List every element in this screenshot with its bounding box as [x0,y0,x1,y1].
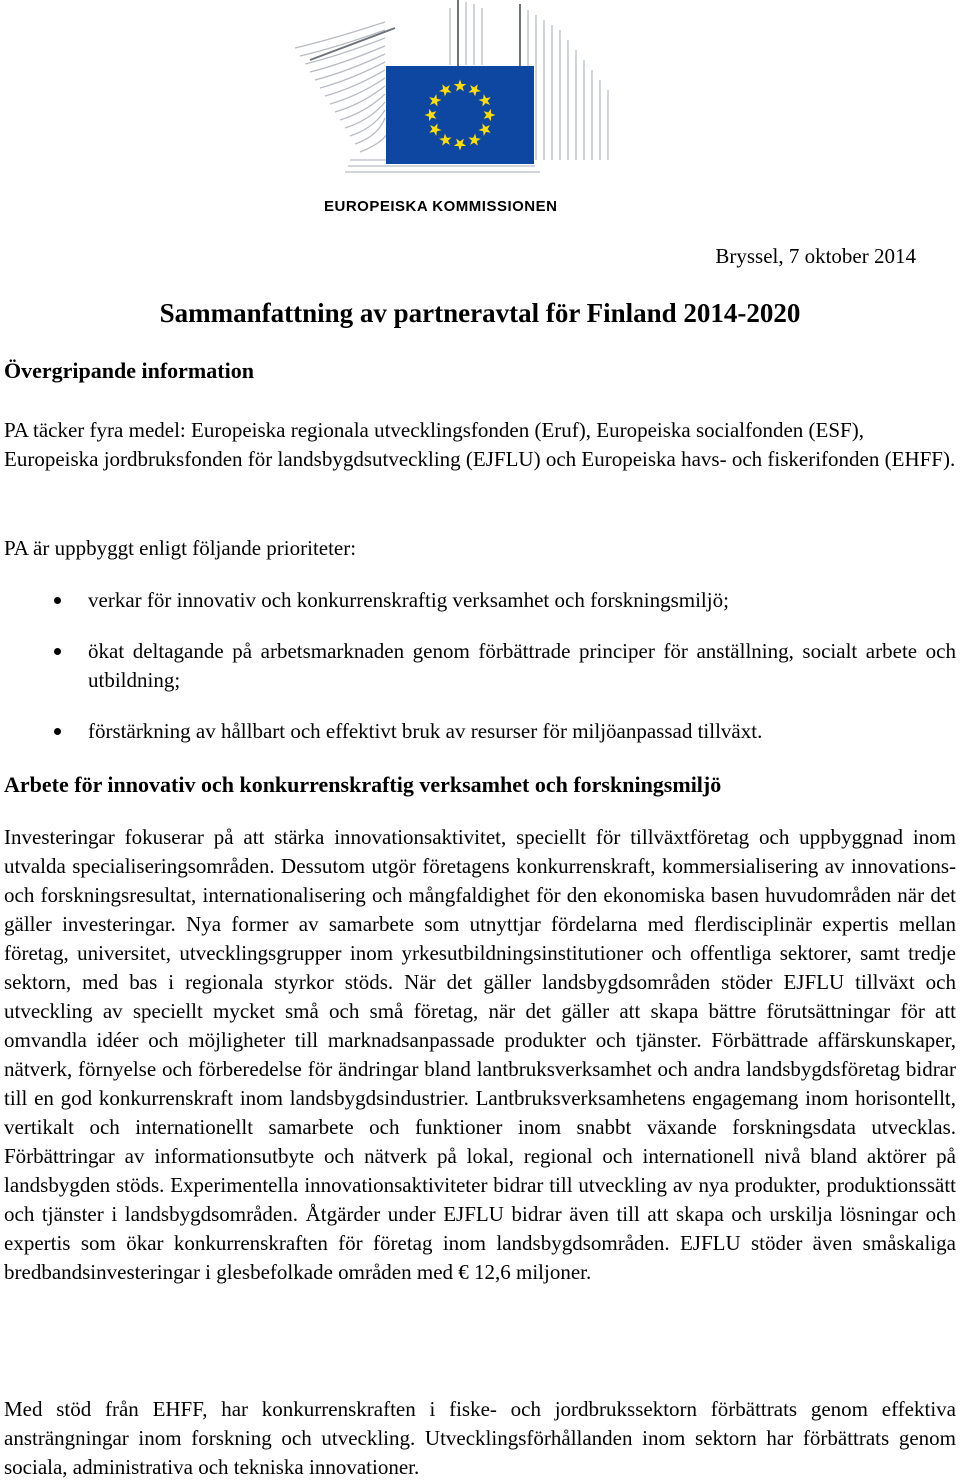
section-heading-general: Övergripande information [4,358,254,383]
body-paragraph: Med stöd från EHFF, har konkurrenskraften i fiske- och jordbrukssektorn förbättrats genom effektiva ansträngningar inom forskning och utveckling. Utvecklingsförhållanden inom sektorn har förbättrats genom sociala, administrativa och tekniska innovationer. [4,1397,956,1479]
intro-paragraph: PA täcker fyra medel: Europeiska regionala utvecklingsfonden (Eruf), Europeiska socialfonden (ESF), Europeiska jordbruksfonden för landsbygdsutveckling (EJFLU) och Europeiska havs- och fiskerifonden (EHFF). [4,418,956,471]
document-date: Bryssel, 7 oktober 2014 [715,244,916,268]
section-heading-innovation: Arbete för innovativ och konkurrenskraftig verksamhet och forskningsmiljö [4,772,722,797]
bullet-icon [54,728,61,735]
priorities-intro: PA är uppbyggt enligt följande prioriteter: [4,536,357,560]
organization-name: EUROPEISKA KOMMISSIONEN [324,198,558,215]
priorities-list [0,586,956,768]
document-title: Sammanfattning av partneravtal för Finland 2014-2020 [159,298,801,328]
bullet-icon [54,597,61,604]
body-paragraph: Investeringar fokuserar på att stärka innovationsaktivitet, speciellt för tillväxtföretag och uppbyggnad inom utvalda specialiseringsområden. Dessutom utgör företagens konkurrenskraft, kommersialisering av innovations- och forskningsresultat, internationalisering och mångfaldighet för den ekonomiska basen huvudområden när det gäller investeringar. Nya former av samarbete som utnyttjar fördelarna med flerdisciplinär expertis mellan företag, universitet, utvecklingsgrupper inom yrkesutbildningsinstitutioner och offentliga sektorer, samt tredje sektorn, med bas i regionala styrkor stöds. När det gäller landsbygdsområden stöder EJFLU tillväxt och utveckling av speciellt mycket små och små företag, när det gäller att skapa bättre förutsättningar för att omvandla idéer och möjligheter till marknadsanpassade produkter och tjänster. Förbättrade affärskunskaper, nätverk, förnyelse och förberedelse för ändringar bland lantbruksverksamhet och andra landsbygdsföretag bidrar till en god konkurrenskraft inom landsbygdsindustrier. Lantbruksverksamhetens engagemang inom horisontellt, vertikalt och internationellt samarbete och funktioner inom snabbt växande forskningsdata utvecklas. Förbättringar av informationsutbyte och nätverk på lokal, regional och internationell nivå bland aktörer på landsbygden stöds. Experimentella innovationsaktiviteter bidrar till utveckling av nya produkter, produktionssätt och tjänster i landsbygdsområden. Åtgärder under EJFLU bidrar även till att skapa och urskilja lösningar och expertis som ökar konkurrenskraften för företag inom landsbygdsområden. EJFLU stöder även småskaliga bredbandsinvesteringar i glesbefolkade områden med € 12,6 miljoner. [4,825,956,1284]
list-item [0,637,956,695]
priority-text: förstärkning av hållbart och effektivt bruk av resurser för miljöanpassad tillväxt. [88,719,763,743]
bullet-icon [54,648,61,655]
priority-text: verkar för innovativ och konkurrenskraftig verksamhet och forskningsmiljö; [88,588,729,612]
list-item [0,717,956,746]
eu-commission-logo [290,0,620,180]
priority-text: ökat deltagande på arbetsmarknaden genom förbättrade principer för anställning, socialt arbete och utbildning; [88,639,956,692]
list-item [0,586,956,615]
